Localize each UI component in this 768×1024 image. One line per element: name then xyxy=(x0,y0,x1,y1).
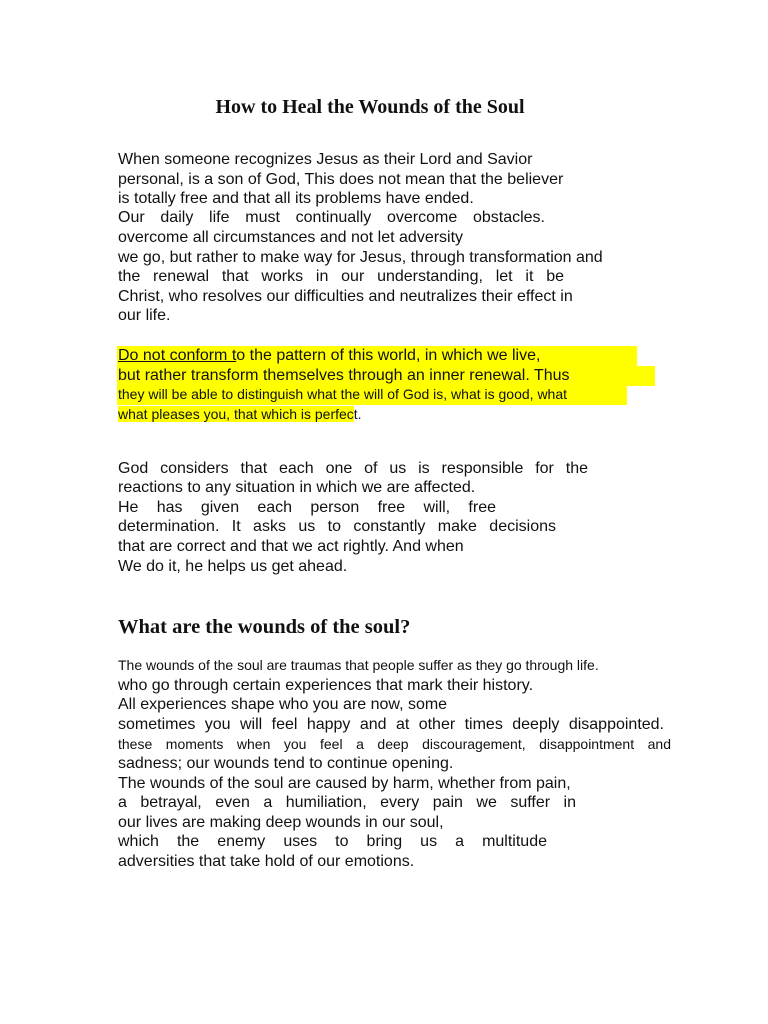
paragraph3-line: sadness; our wounds tend to continue opening. xyxy=(118,755,454,772)
paragraph2-line: that are correct and that we act rightly. And when xyxy=(118,538,464,555)
highlighted-line: but rather transform themselves through an inner renewal. Thus xyxy=(118,367,570,384)
paragraph3-line: All experiences shape who you are now, some xyxy=(118,696,448,713)
highlighted-line: they will be able to distinguish what the will of God is, what is good, what xyxy=(118,386,568,402)
paragraph3-line: our lives are making deep wounds in our soul, xyxy=(118,814,444,831)
underlined-text: Do not conform t xyxy=(118,347,237,364)
highlighted-line xyxy=(118,346,540,366)
paragraph3-line: a betrayal, even a humiliation, every pain we suffer in xyxy=(118,794,576,811)
paragraph3-line: sometimes you will feel happy and at other times deeply disappointed. xyxy=(118,716,664,733)
paragraph2-line: We do it, he helps us get ahead. xyxy=(118,558,348,575)
paragraph1-line: the renewal that works in our understanding, let it be xyxy=(118,268,564,285)
paragraph1-line: is totally free and that all its problems have ended. xyxy=(118,190,474,207)
paragraph1-line: When someone recognizes Jesus as their Lord and Savior xyxy=(118,151,533,168)
paragraph3-line: The wounds of the soul are traumas that people suffer as they go through life. xyxy=(118,657,599,673)
plain-text: t. xyxy=(353,406,362,422)
paragraph1-line: personal, is a son of God, This does not mean that the believer xyxy=(118,171,564,188)
paragraph3-line: who go through certain experiences that mark their history. xyxy=(118,677,534,694)
paragraph1-line: overcome all circumstances and not let adversity xyxy=(118,229,464,246)
paragraph3-line: The wounds of the soul are caused by harm, whether from pain, xyxy=(118,775,571,792)
paragraph2-line: God considers that each one of us is responsible for the xyxy=(118,460,588,477)
paragraph2-line: determination. It asks us to constantly make decisions xyxy=(118,518,556,535)
section-heading: What are the wounds of the soul? xyxy=(118,616,411,638)
highlighted-text: what pleases you, that which is perfec xyxy=(118,406,354,422)
paragraph3-line: which the enemy uses to bring us a multitude xyxy=(118,833,547,850)
paragraph1-line: Christ, who resolves our difficulties and neutralizes their effect in xyxy=(118,288,573,305)
paragraph2-line: reactions to any situation in which we are affected. xyxy=(118,479,476,496)
paragraph1-line: Our daily life must continually overcome obstacles. xyxy=(118,209,545,226)
highlighted-text: o the pattern of this world, in which we live, xyxy=(236,347,541,364)
paragraph3-line: these moments when you feel a deep discouragement, disappointment and xyxy=(118,736,671,752)
paragraph2-line: He has given each person free will, free xyxy=(118,499,496,516)
page-title: How to Heal the Wounds of the Soul xyxy=(215,96,525,118)
paragraph3-line: adversities that take hold of our emotions. xyxy=(118,853,415,870)
highlighted-line xyxy=(118,405,362,425)
paragraph1-line: we go, but rather to make way for Jesus, through transformation and xyxy=(118,249,603,266)
paragraph1-line: our life. xyxy=(118,307,171,324)
